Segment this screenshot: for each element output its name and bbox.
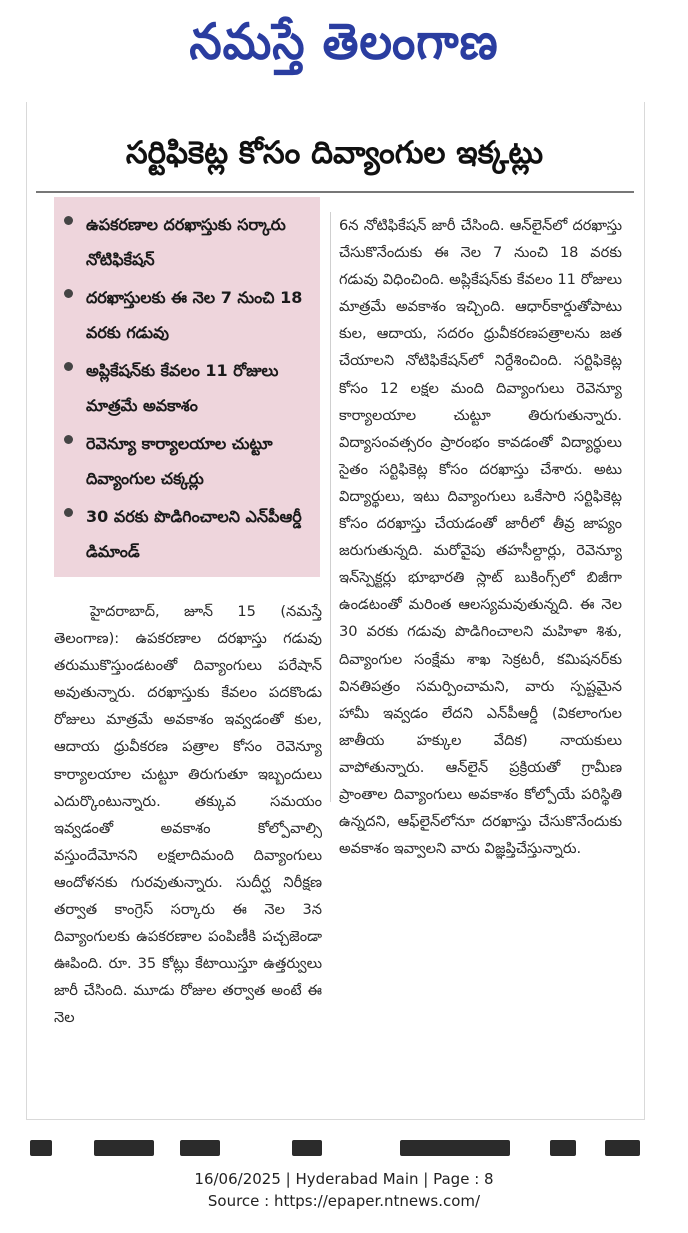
column-divider [330,212,331,802]
bullet-icon [64,508,73,517]
article-body-right: 6న నోటిఫికేషన్ జారీ చేసింది. ఆన్‌లైన్‌లో దరఖాస్తు చేసుకొనేందుకు ఈ నెల 7 నుంచి 18 వరకు గడువు విధించింది. అప్లికేషన్‌కు కేవలం 11 రోజులు మాత్రమే అవకాశం ఇచ్చింది. ఆధార్‌కార్డుతోపాటు కుల, ఆదాయ, సదరం ధ్రువీకరణపత్రాలను జత చేయాలని నోటిఫికేషన్‌లో నిర్దేశించింది. సర్టిఫికెట్ల కోసం 12 లక్షల మంది దివ్యాంగులు రెవెన్యూ కార్యాలయాల చుట్టూ తిరుగుతున్నారు. విద్యాసంవత్సరం ప్రారంభం కావడంతో విద్యార్థులు సైతం సర్టిఫికెట్ల కోసం దరఖాస్తు చేశారు. అటు విద్యార్థులు, ఇటు దివ్యాంగులు ఒకేసారి సర్టిఫికెట్ల కోసం దరఖాస్తు చేయడంతో జారీలో తీవ్ర జాప్యం జరుగుతున్నది. మరోవైపు తహసీల్దార్లు, రెవెన్యూ ఇన్‌స్పెక్టర్లు భూభారతి స్లాట్ బుకింగ్స్‌లో బిజీగా ఉండటంతో మరింత ఆలస్యమవుతున్నది. ఈ నెల 30 వరకు గడువు పొడిగించాలని మహిళా శిశు, దివ్యాంగుల సంక్షేమ శాఖ సెక్రటరీ, కమిషనర్‌కు వినతిపత్రం సమర్పించామని, వారు స్పష్టమైన హామీ ఇవ్వడం లేదని ఎన్‌పీఆర్డీ (వికలాంగుల జాతీయ హక్కుల వేదిక) నాయకులు వాపోతున్నారు. ఆన్‌లైన్ ప్రక్రియతో గ్రామీణ ప్రాంతాల దివ్యాంగులు అవకాశం కోల్పోయే పరిస్థితి ఉన్నదని, ఆఫ్‌లైన్‌లోనూ దరఖాస్తు చేసుకొనేందుకు అవకాశం ఇవ్వాలని వారు విజ్ఞప్తిచేస్తున్నారు. [339,217,622,858]
highlight-text: 30 వరకు పొడిగించాలని ఎన్‌పీఆర్డీ డిమాండ్ [86,507,302,561]
masthead [0,8,688,78]
article-body-left: హైదరాబాద్, జూన్ 15 (నమస్తే తెలంగాణ): ఉపకరణాల దరఖాస్తు గడువు తరుముకొస్తుండటంతో దివ్యాంగులు పరేషాన్ అవుతున్నారు. దరఖాస్తుకు కేవలం పదకొండు రోజులు మాత్రమే అవకాశం ఇవ్వడంతో కుల, ఆదాయ ధ్రువీకరణ పత్రాల కోసం రెవెన్యూ కార్యాలయాల చుట్టూ తిరుగుతూ ఇబ్బందులు ఎదుర్కొంటున్నారు. తక్కువ సమయం ఇవ్వడంతో అవకాశం కోల్పోవాల్సి వస్తుందేమోనని లక్షలాదిమంది దివ్యాంగులు ఆందోళనకు గురవుతున్నారు. సుదీర్ఘ నిరీక్షణ తర్వాత కాంగ్రెస్ సర్కారు ఈ నెల 3న దివ్యాంగులకు ఉపకరణాల పంపిణీకి పచ్చజెండా ఊపింది. రూ. 35 కోట్లు కేటాయిస్తూ ఉత్తర్వులు జారీ చేసింది. మూడు రోజుల తర్వాత అంటే ఈ నెల [54,603,322,1027]
article-headline: సర్టిఫికెట్ల కోసం దివ్యాంగుల ఇక్కట్లు [125,135,544,171]
edition-info: 16/06/2025 | Hyderabad Main | Page : 8 [194,1170,494,1188]
bullet-icon [64,289,73,298]
highlight-text: అప్లికేషన్‌కు కేవలం 11 రోజులు మాత్రమే అవకాశం [86,361,279,415]
headline-rule [36,191,634,193]
highlights-box [54,197,320,577]
page-footer [0,1168,688,1212]
highlight-text: దరఖాస్తులకు ఈ నెల 7 నుంచి 18 వరకు గడువు [86,288,303,342]
newspaper-logo: నమస్తే తెలంగాణ [189,11,499,71]
next-article-headline-cutoff [30,1140,640,1156]
highlight-text: రెవెన్యూ కార్యాలయాల చుట్టూ దివ్యాంగుల చక్కర్లు [86,434,273,488]
bullet-icon [64,435,73,444]
highlight-text: ఉపకరణాల దరఖాస్తుకు సర్కారు నోటిఫికేషన్ [86,215,286,269]
bullet-icon [64,216,73,225]
bullet-icon [64,362,73,371]
source-link: Source : https://epaper.ntnews.com/ [207,1192,481,1210]
